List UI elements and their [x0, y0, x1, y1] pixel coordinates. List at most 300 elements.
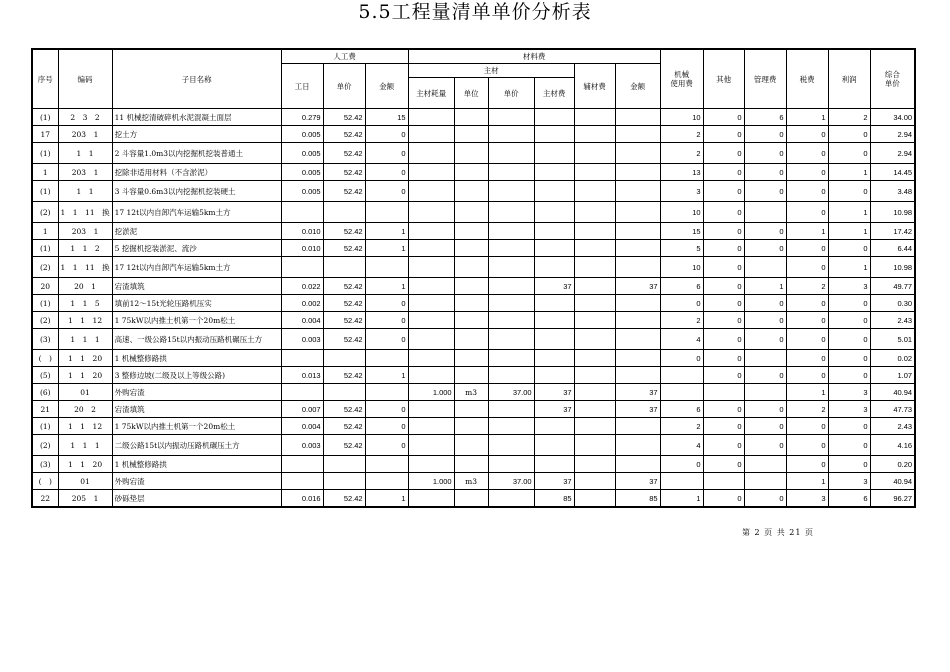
- cell-name: 1 机械整修路拱: [112, 456, 281, 473]
- cell-profit: 6: [828, 490, 870, 508]
- cell-main-unit: [454, 350, 488, 367]
- cell-machine: [660, 473, 703, 490]
- cell-profit: 0: [828, 295, 870, 312]
- cell-main-fee: [534, 240, 574, 257]
- cell-labor-price: 52.42: [323, 435, 365, 456]
- cell-tax: 0: [786, 143, 828, 164]
- cell-material-amount: [615, 435, 660, 456]
- cell-labor-hours: 0.022: [281, 278, 323, 295]
- cell-profit: 3: [828, 401, 870, 418]
- header-tax: 税费: [786, 49, 828, 109]
- cell-main-unit: [454, 240, 488, 257]
- cell-main-unit: [454, 401, 488, 418]
- cell-mgmt: [744, 456, 786, 473]
- cell-main-unit: [454, 181, 488, 202]
- table-row: [32, 223, 915, 240]
- cell-other: 0: [703, 456, 744, 473]
- cell-main-qty: [408, 240, 454, 257]
- cell-material-amount: [615, 350, 660, 367]
- cell-material-amount: [615, 329, 660, 350]
- cell-main-fee: [534, 202, 574, 223]
- cell-other: [703, 473, 744, 490]
- cell-labor-price: [323, 257, 365, 278]
- cell-main-price: [488, 418, 534, 435]
- cell-mgmt: [744, 473, 786, 490]
- cell-total: 47.73: [870, 401, 915, 418]
- cell-material-amount: [615, 240, 660, 257]
- cell-tax: 1: [786, 109, 828, 126]
- cell-tax: 0: [786, 350, 828, 367]
- cell-mgmt: 0: [744, 240, 786, 257]
- cell-main-fee: [534, 367, 574, 384]
- cell-code: 1 1 2: [58, 240, 112, 257]
- cell-total: 0.30: [870, 295, 915, 312]
- cell-profit: 0: [828, 143, 870, 164]
- cell-machine: 2: [660, 126, 703, 143]
- cell-mgmt: 0: [744, 164, 786, 181]
- cell-main-price: 37.00: [488, 384, 534, 401]
- table-row: [32, 143, 915, 164]
- cell-machine: 0: [660, 456, 703, 473]
- table-row: [32, 278, 915, 295]
- cell-labor-hours: 0.010: [281, 223, 323, 240]
- cell-other: 0: [703, 240, 744, 257]
- cell-main-fee: 37: [534, 401, 574, 418]
- cell-tax: 0: [786, 202, 828, 223]
- cell-aux-fee: [574, 202, 615, 223]
- cell-profit: 1: [828, 223, 870, 240]
- cell-aux-fee: [574, 223, 615, 240]
- cell-profit: 2: [828, 109, 870, 126]
- cell-seq: (2): [32, 435, 58, 456]
- cell-seq: (6): [32, 384, 58, 401]
- cell-seq: 17: [32, 126, 58, 143]
- cell-seq: (3): [32, 456, 58, 473]
- cell-aux-fee: [574, 143, 615, 164]
- cell-machine: 10: [660, 257, 703, 278]
- cell-labor-amount: 0: [365, 401, 408, 418]
- cell-name: 17 12t以内自卸汽车运输5km土方: [112, 257, 281, 278]
- header-mgmt: 管理费: [744, 49, 786, 109]
- cell-code: 203 1: [58, 126, 112, 143]
- cell-labor-amount: 0: [365, 126, 408, 143]
- cell-labor-hours: 0.279: [281, 109, 323, 126]
- cell-main-price: [488, 240, 534, 257]
- cell-main-unit: [454, 456, 488, 473]
- cell-code: 205 1: [58, 490, 112, 508]
- cell-main-unit: [454, 329, 488, 350]
- cell-seq: (3): [32, 329, 58, 350]
- cell-total: 2.43: [870, 418, 915, 435]
- cell-labor-hours: [281, 257, 323, 278]
- cell-total: 1.07: [870, 367, 915, 384]
- cell-main-price: [488, 181, 534, 202]
- cell-machine: 1: [660, 490, 703, 508]
- cell-labor-amount: [365, 384, 408, 401]
- cell-labor-hours: [281, 202, 323, 223]
- cell-main-unit: [454, 490, 488, 508]
- cell-main-fee: 37: [534, 473, 574, 490]
- cell-code: 1 1 11 换: [58, 257, 112, 278]
- cell-mgmt: 0: [744, 126, 786, 143]
- cell-main-price: [488, 164, 534, 181]
- cell-code: 1 1 1: [58, 329, 112, 350]
- cell-other: 0: [703, 223, 744, 240]
- cell-code: 1 1 11 换: [58, 202, 112, 223]
- cell-main-price: [488, 367, 534, 384]
- cell-machine: 2: [660, 418, 703, 435]
- table-row: [32, 435, 915, 456]
- cell-profit: 0: [828, 350, 870, 367]
- cell-name: 挖除非适用材料（不含淤泥）: [112, 164, 281, 181]
- cell-main-qty: [408, 456, 454, 473]
- cell-labor-price: 52.42: [323, 143, 365, 164]
- cell-main-qty: [408, 181, 454, 202]
- cell-other: 0: [703, 435, 744, 456]
- cell-main-qty: [408, 143, 454, 164]
- header-material-amount: 金额: [615, 64, 660, 109]
- cell-labor-hours: [281, 350, 323, 367]
- cell-labor-hours: 0.005: [281, 126, 323, 143]
- cell-seq: (1): [32, 295, 58, 312]
- cell-mgmt: 0: [744, 223, 786, 240]
- cell-labor-price: 52.42: [323, 329, 365, 350]
- cell-labor-price: 52.42: [323, 223, 365, 240]
- cell-labor-price: 52.42: [323, 278, 365, 295]
- cell-main-price: [488, 350, 534, 367]
- table-row: [32, 240, 915, 257]
- cell-tax: 0: [786, 456, 828, 473]
- table-row: [32, 473, 915, 490]
- cell-labor-price: 52.42: [323, 240, 365, 257]
- cell-mgmt: 0: [744, 329, 786, 350]
- cell-material-amount: [615, 367, 660, 384]
- cell-mgmt: 0: [744, 435, 786, 456]
- cell-main-fee: [534, 223, 574, 240]
- header-labor-amount: 金额: [365, 64, 408, 109]
- cell-machine: 10: [660, 109, 703, 126]
- cell-seq: (1): [32, 109, 58, 126]
- cell-labor-hours: [281, 473, 323, 490]
- table-row: [32, 350, 915, 367]
- cell-main-unit: [454, 257, 488, 278]
- header-main-fee: 主材费: [534, 78, 574, 109]
- cell-main-price: [488, 257, 534, 278]
- cell-main-fee: [534, 435, 574, 456]
- table-row: [32, 367, 915, 384]
- cell-material-amount: 37: [615, 278, 660, 295]
- cell-name: 1 机械整修路拱: [112, 350, 281, 367]
- header-seq: 序号: [32, 49, 58, 109]
- table-row: [32, 181, 915, 202]
- cell-machine: 2: [660, 312, 703, 329]
- cell-labor-price: 52.42: [323, 109, 365, 126]
- cell-main-price: [488, 312, 534, 329]
- cell-labor-price: [323, 350, 365, 367]
- header-aux-fee: 辅材费: [574, 64, 615, 109]
- cell-main-unit: [454, 126, 488, 143]
- cell-labor-hours: 0.013: [281, 367, 323, 384]
- cell-main-qty: [408, 109, 454, 126]
- cell-main-qty: [408, 278, 454, 295]
- cell-labor-price: 52.42: [323, 401, 365, 418]
- cell-main-unit: m3: [454, 473, 488, 490]
- cell-main-fee: [534, 126, 574, 143]
- cell-main-unit: [454, 435, 488, 456]
- table-row: [32, 490, 915, 508]
- cell-other: 0: [703, 109, 744, 126]
- cell-labor-price: 52.42: [323, 418, 365, 435]
- cell-profit: 3: [828, 278, 870, 295]
- cell-main-fee: [534, 329, 574, 350]
- cell-profit: 0: [828, 126, 870, 143]
- cell-main-qty: [408, 164, 454, 181]
- header-code: 编码: [58, 49, 112, 109]
- cell-labor-hours: 0.002: [281, 295, 323, 312]
- cell-other: 0: [703, 329, 744, 350]
- cell-aux-fee: [574, 329, 615, 350]
- cell-total: 4.16: [870, 435, 915, 456]
- cell-main-qty: [408, 401, 454, 418]
- cell-main-fee: [534, 312, 574, 329]
- cell-main-fee: [534, 257, 574, 278]
- cell-seq: (2): [32, 202, 58, 223]
- header-material: 材料费: [408, 49, 660, 64]
- cell-aux-fee: [574, 164, 615, 181]
- cell-labor-amount: 15: [365, 109, 408, 126]
- cell-total: 5.01: [870, 329, 915, 350]
- cell-material-amount: 37: [615, 384, 660, 401]
- cell-labor-hours: 0.007: [281, 401, 323, 418]
- cell-material-amount: [615, 223, 660, 240]
- cell-main-unit: [454, 418, 488, 435]
- cell-aux-fee: [574, 312, 615, 329]
- cell-material-amount: [615, 164, 660, 181]
- cell-aux-fee: [574, 435, 615, 456]
- cell-name: 宕渣填筑: [112, 278, 281, 295]
- cell-material-amount: [615, 202, 660, 223]
- cell-other: 0: [703, 126, 744, 143]
- table-row: [32, 164, 915, 181]
- cell-main-unit: [454, 278, 488, 295]
- cell-tax: 0: [786, 295, 828, 312]
- cell-main-qty: [408, 223, 454, 240]
- cell-other: 0: [703, 367, 744, 384]
- cell-name: 11 机械挖清破碎机水泥混凝土面层: [112, 109, 281, 126]
- cell-material-amount: 85: [615, 490, 660, 508]
- cell-main-fee: [534, 456, 574, 473]
- cell-material-amount: [615, 257, 660, 278]
- cell-main-unit: [454, 312, 488, 329]
- cell-aux-fee: [574, 490, 615, 508]
- cell-total: 10.98: [870, 257, 915, 278]
- cell-material-amount: 37: [615, 473, 660, 490]
- cell-code: 20 2: [58, 401, 112, 418]
- cell-seq: (2): [32, 257, 58, 278]
- cell-total: 34.00: [870, 109, 915, 126]
- cell-other: 0: [703, 181, 744, 202]
- cell-main-fee: [534, 143, 574, 164]
- cell-name: 外购宕渣: [112, 473, 281, 490]
- cell-mgmt: 1: [744, 278, 786, 295]
- cell-seq: (2): [32, 312, 58, 329]
- cell-main-price: 37.00: [488, 473, 534, 490]
- cell-machine: 5: [660, 240, 703, 257]
- cell-other: 0: [703, 350, 744, 367]
- cell-main-price: [488, 202, 534, 223]
- cell-aux-fee: [574, 367, 615, 384]
- cell-main-price: [488, 109, 534, 126]
- header-main-unit: 单位: [454, 78, 488, 109]
- cell-profit: 0: [828, 240, 870, 257]
- cell-machine: 13: [660, 164, 703, 181]
- cell-code: 01: [58, 384, 112, 401]
- table-row: [32, 312, 915, 329]
- cell-total: 17.42: [870, 223, 915, 240]
- cell-total: 0.02: [870, 350, 915, 367]
- cell-main-price: [488, 490, 534, 508]
- cell-main-price: [488, 456, 534, 473]
- cell-name: 挖土方: [112, 126, 281, 143]
- cell-profit: 1: [828, 202, 870, 223]
- cell-mgmt: 0: [744, 401, 786, 418]
- cell-mgmt: 0: [744, 418, 786, 435]
- cell-code: 1 1 20: [58, 456, 112, 473]
- cell-labor-amount: [365, 456, 408, 473]
- table-row: [32, 202, 915, 223]
- header-main-material: 主材: [408, 64, 574, 78]
- cell-total: 49.77: [870, 278, 915, 295]
- cell-labor-hours: 0.005: [281, 164, 323, 181]
- cell-machine: 4: [660, 435, 703, 456]
- cell-labor-hours: [281, 384, 323, 401]
- cell-main-price: [488, 401, 534, 418]
- cell-code: 203 1: [58, 223, 112, 240]
- cell-mgmt: 0: [744, 367, 786, 384]
- cell-total: 14.45: [870, 164, 915, 181]
- cell-mgmt: 0: [744, 490, 786, 508]
- cell-material-amount: [615, 181, 660, 202]
- cell-other: 0: [703, 312, 744, 329]
- header-other: 其他: [703, 49, 744, 109]
- cell-machine: 2: [660, 143, 703, 164]
- cell-code: 1 1: [58, 181, 112, 202]
- cell-mgmt: 6: [744, 109, 786, 126]
- cell-labor-amount: 1: [365, 367, 408, 384]
- table-row: [32, 401, 915, 418]
- cell-tax: 0: [786, 435, 828, 456]
- cell-main-qty: 1.000: [408, 473, 454, 490]
- cell-mgmt: 0: [744, 143, 786, 164]
- cell-main-unit: [454, 367, 488, 384]
- cell-profit: 0: [828, 367, 870, 384]
- cell-main-price: [488, 223, 534, 240]
- cell-main-unit: [454, 202, 488, 223]
- cell-aux-fee: [574, 181, 615, 202]
- cell-other: 0: [703, 418, 744, 435]
- cell-total: 96.27: [870, 490, 915, 508]
- cell-code: 2 3 2: [58, 109, 112, 126]
- cell-labor-hours: 0.003: [281, 329, 323, 350]
- cell-other: [703, 384, 744, 401]
- cell-name: 1 75kW以内推土机第一个20m松土: [112, 418, 281, 435]
- cell-total: 2.94: [870, 126, 915, 143]
- cell-main-qty: [408, 367, 454, 384]
- cell-total: 0.20: [870, 456, 915, 473]
- page-footer: 第 2 页 共 21 页: [742, 528, 814, 537]
- cell-name: 挖淤泥: [112, 223, 281, 240]
- cell-seq: 20: [32, 278, 58, 295]
- cell-code: 1 1 5: [58, 295, 112, 312]
- cell-total: 6.44: [870, 240, 915, 257]
- cell-profit: 1: [828, 164, 870, 181]
- header-name: 子目名称: [112, 49, 281, 109]
- cell-other: 0: [703, 202, 744, 223]
- cell-code: 1 1 12: [58, 312, 112, 329]
- cell-main-unit: [454, 109, 488, 126]
- cell-seq: 1: [32, 223, 58, 240]
- cell-material-amount: 37: [615, 401, 660, 418]
- cell-main-qty: [408, 329, 454, 350]
- cell-main-fee: 37: [534, 384, 574, 401]
- cell-main-qty: [408, 295, 454, 312]
- cell-main-qty: [408, 257, 454, 278]
- cell-aux-fee: [574, 257, 615, 278]
- cell-material-amount: [615, 312, 660, 329]
- cell-machine: 6: [660, 278, 703, 295]
- cell-main-unit: [454, 295, 488, 312]
- table-row: [32, 295, 915, 312]
- cell-name: 宕渣填筑: [112, 401, 281, 418]
- cell-name: 外购宕渣: [112, 384, 281, 401]
- cell-aux-fee: [574, 295, 615, 312]
- cell-code: 1 1 20: [58, 350, 112, 367]
- cell-aux-fee: [574, 384, 615, 401]
- cell-main-fee: [534, 350, 574, 367]
- cell-labor-price: 52.42: [323, 295, 365, 312]
- table-row: [32, 456, 915, 473]
- cell-machine: 4: [660, 329, 703, 350]
- header-main-price: 单价: [488, 78, 534, 109]
- cell-tax: 0: [786, 164, 828, 181]
- table-row: [32, 384, 915, 401]
- cell-main-price: [488, 329, 534, 350]
- header-labor-hours: 工日: [281, 64, 323, 109]
- cell-code: 1 1 12: [58, 418, 112, 435]
- cell-total: 3.48: [870, 181, 915, 202]
- unit-price-analysis-table: [31, 48, 916, 508]
- cell-other: 0: [703, 401, 744, 418]
- cell-main-qty: [408, 490, 454, 508]
- cell-labor-amount: 0: [365, 181, 408, 202]
- cell-labor-amount: 0: [365, 435, 408, 456]
- cell-labor-amount: [365, 473, 408, 490]
- cell-tax: 0: [786, 126, 828, 143]
- cell-code: 20 1: [58, 278, 112, 295]
- cell-profit: 0: [828, 456, 870, 473]
- cell-main-unit: [454, 223, 488, 240]
- cell-other: 0: [703, 143, 744, 164]
- cell-other: 0: [703, 278, 744, 295]
- cell-mgmt: 0: [744, 312, 786, 329]
- cell-tax: 0: [786, 257, 828, 278]
- cell-main-qty: [408, 350, 454, 367]
- cell-aux-fee: [574, 240, 615, 257]
- cell-name: 3 斗容量0.6m3以内挖掘机挖装硬土: [112, 181, 281, 202]
- cell-tax: 1: [786, 473, 828, 490]
- cell-tax: 0: [786, 367, 828, 384]
- cell-material-amount: [615, 295, 660, 312]
